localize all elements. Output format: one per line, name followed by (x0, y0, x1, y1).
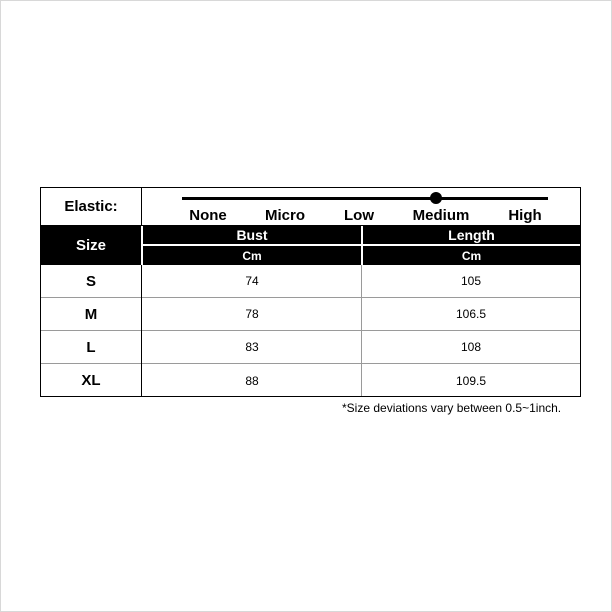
size-cell: S (85, 272, 96, 290)
column-divider (141, 265, 142, 396)
bust-cell: 83 (245, 340, 259, 354)
length-cell: 108 (460, 340, 482, 354)
bust-cell: 88 (245, 373, 259, 388)
size-rows (41, 265, 580, 396)
elastic-selected-marker (430, 192, 442, 204)
length-cell: 105 (460, 274, 482, 288)
length-cell: 109.5 (455, 373, 487, 388)
bust-cell: 78 (245, 307, 259, 321)
elastic-label: Elastic: (64, 198, 118, 215)
header-length: Length (363, 226, 580, 244)
header-length-unit: Cm (363, 246, 580, 265)
size-cell: L (86, 338, 96, 356)
bust-cell: 74 (245, 274, 259, 288)
elastic-level-low: Low (344, 207, 374, 224)
size-deviation-note: *Size deviations vary between 0.5~1inch. (342, 401, 562, 415)
header-bust-unit: Cm (143, 246, 361, 265)
table-row (41, 298, 580, 331)
table-row (41, 265, 580, 298)
table-row (41, 364, 580, 397)
elastic-level-high: High (508, 207, 542, 224)
elastic-row (41, 188, 580, 226)
size-cell: M (84, 305, 98, 323)
size-cell: XL (81, 372, 101, 389)
table-row (41, 331, 580, 364)
elastic-level-micro: Micro (264, 207, 306, 224)
length-cell: 106.5 (455, 307, 487, 321)
header-bust: Bust (143, 226, 361, 244)
elastic-level-none: None (189, 207, 227, 224)
elastic-level-medium: Medium (412, 207, 470, 224)
column-divider (361, 265, 362, 396)
elastic-scale (142, 188, 580, 225)
header-size: Size (41, 226, 141, 265)
size-chart (40, 187, 581, 397)
elastic-scale-line (182, 197, 548, 200)
